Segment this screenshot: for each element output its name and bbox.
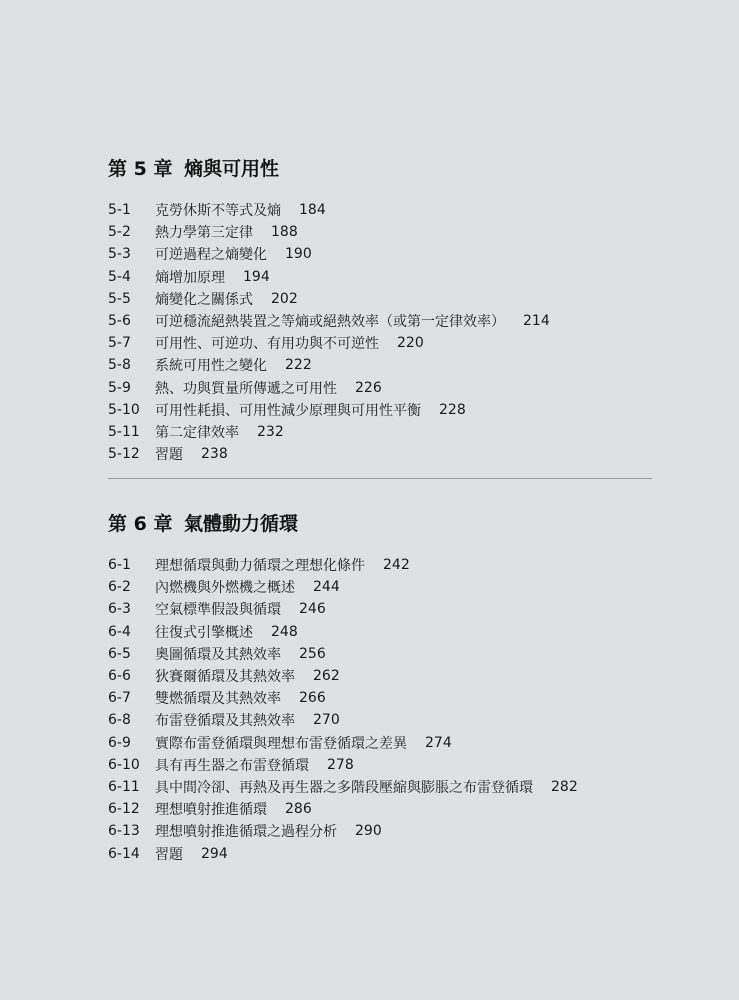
toc-entry	[108, 421, 550, 443]
page-number: 294	[201, 845, 228, 862]
section-title: 習題	[155, 846, 183, 863]
chapter-5-section	[108, 152, 550, 465]
section-number: 6-7	[108, 690, 131, 707]
chapter-title: 熵與可用性	[184, 157, 280, 180]
section-number: 6-13	[108, 823, 140, 840]
toc-entry	[108, 354, 550, 376]
section-number: 5-12	[108, 446, 140, 463]
page-number: 270	[313, 712, 340, 729]
page-number: 220	[397, 335, 424, 352]
toc-entry	[108, 288, 550, 310]
section-title: 可逆過程之熵變化	[155, 247, 267, 264]
chapter-title: 氣體動力循環	[184, 512, 299, 535]
page-number: 290	[355, 823, 382, 840]
section-title: 克勞休斯不等式及熵	[155, 203, 281, 220]
section-number: 5-7	[108, 335, 131, 352]
toc-entry	[108, 665, 578, 687]
page-number: 238	[201, 446, 228, 463]
page-number: 232	[257, 423, 284, 440]
section-number: 5-10	[108, 401, 140, 418]
page-number: 274	[425, 734, 452, 751]
section-number: 5-3	[108, 246, 131, 263]
page-number: 190	[285, 246, 312, 263]
section-number: 6-2	[108, 579, 131, 596]
section-title: 往復式引擎概述	[155, 624, 253, 641]
section-number: 5-2	[108, 224, 131, 241]
section-title: 理想循環與動力循環之理想化條件	[155, 558, 365, 575]
section-number: 6-5	[108, 645, 131, 662]
section-title: 狄賽爾循環及其熱效率	[155, 669, 295, 686]
section-number: 6-8	[108, 712, 131, 729]
section-number: 6-10	[108, 756, 140, 773]
section-title: 具中間冷卻、再熱及再生器之多階段壓縮與膨脹之布雷登循環	[155, 779, 533, 796]
toc-entry	[108, 332, 550, 354]
toc-entry	[108, 798, 578, 820]
page-number: 214	[523, 313, 550, 330]
toc-entry	[108, 377, 550, 399]
page-number: 244	[313, 579, 340, 596]
toc-entry	[108, 199, 550, 221]
toc-entry	[108, 598, 578, 620]
page-number: 188	[271, 224, 298, 241]
toc-entry	[108, 399, 550, 421]
section-title: 可用性、可逆功、有用功與不可逆性	[155, 336, 379, 353]
page-number: 282	[551, 778, 578, 795]
toc-entry	[108, 754, 578, 776]
section-title: 理想噴射推進循環之過程分析	[155, 824, 337, 841]
section-title: 熵變化之關係式	[155, 291, 253, 308]
section-number: 5-6	[108, 313, 131, 330]
chapter-6-section	[108, 507, 578, 865]
toc-entry	[108, 266, 550, 288]
section-number: 6-12	[108, 801, 140, 818]
page-number: 248	[271, 623, 298, 640]
toc-entry	[108, 776, 578, 798]
section-divider	[108, 478, 652, 479]
toc-entry	[108, 687, 578, 709]
page-number: 184	[299, 202, 326, 219]
chapter-number: 第 5 章	[108, 157, 173, 180]
section-number: 5-8	[108, 357, 131, 374]
toc-entry	[108, 443, 550, 465]
section-title: 布雷登循環及其熱效率	[155, 713, 295, 730]
toc-entry	[108, 820, 578, 842]
chapter-heading	[108, 507, 578, 537]
toc-list	[108, 199, 550, 465]
section-title: 具有再生器之布雷登循環	[155, 757, 309, 774]
section-title: 系統可用性之變化	[155, 358, 267, 375]
page-number: 286	[285, 801, 312, 818]
page-number: 226	[355, 379, 382, 396]
toc-list	[108, 554, 578, 865]
section-number: 6-14	[108, 845, 140, 862]
section-number: 6-11	[108, 778, 140, 795]
page-number: 202	[271, 290, 298, 307]
section-title: 熵增加原理	[155, 269, 225, 286]
page-number: 246	[299, 601, 326, 618]
section-title: 習題	[155, 447, 183, 464]
section-title: 雙燃循環及其熱效率	[155, 691, 281, 708]
section-title: 奧圖循環及其熱效率	[155, 646, 281, 663]
toc-entry	[108, 243, 550, 265]
toc-entry	[108, 221, 550, 243]
section-number: 5-5	[108, 290, 131, 307]
section-number: 5-4	[108, 268, 131, 285]
toc-entry	[108, 732, 578, 754]
section-number: 6-3	[108, 601, 131, 618]
page-number: 262	[313, 668, 340, 685]
toc-entry	[108, 310, 550, 332]
toc-entry	[108, 576, 578, 598]
section-number: 6-4	[108, 623, 131, 640]
section-title: 可用性耗損、可用性減少原理與可用性平衡	[155, 402, 421, 419]
section-title: 內燃機與外燃機之概述	[155, 580, 295, 597]
section-title: 理想噴射推進循環	[155, 802, 267, 819]
section-number: 6-9	[108, 734, 131, 751]
page-number: 256	[299, 645, 326, 662]
toc-entry	[108, 709, 578, 731]
page-number: 194	[243, 268, 270, 285]
section-title: 空氣標準假設與循環	[155, 602, 281, 619]
page-number: 266	[299, 690, 326, 707]
chapter-heading	[108, 152, 550, 182]
section-number: 5-1	[108, 202, 131, 219]
page-number: 222	[285, 357, 312, 374]
section-title: 熱、功與質量所傳遞之可用性	[155, 380, 337, 397]
toc-entry	[108, 842, 578, 864]
section-title: 實際布雷登循環與理想布雷登循環之差異	[155, 735, 407, 752]
page-number: 242	[383, 557, 410, 574]
section-number: 6-1	[108, 557, 131, 574]
toc-entry	[108, 621, 578, 643]
page-number: 228	[439, 401, 466, 418]
section-title: 熱力學第三定律	[155, 225, 253, 242]
section-number: 6-6	[108, 668, 131, 685]
toc-entry	[108, 554, 578, 576]
section-title: 第二定律效率	[155, 424, 239, 441]
page-number: 278	[327, 756, 354, 773]
section-title: 可逆穩流絕熱裝置之等熵或絕熱效率（或第一定律效率）	[155, 314, 505, 331]
toc-entry	[108, 643, 578, 665]
section-number: 5-9	[108, 379, 131, 396]
section-number: 5-11	[108, 423, 140, 440]
chapter-number: 第 6 章	[108, 512, 173, 535]
